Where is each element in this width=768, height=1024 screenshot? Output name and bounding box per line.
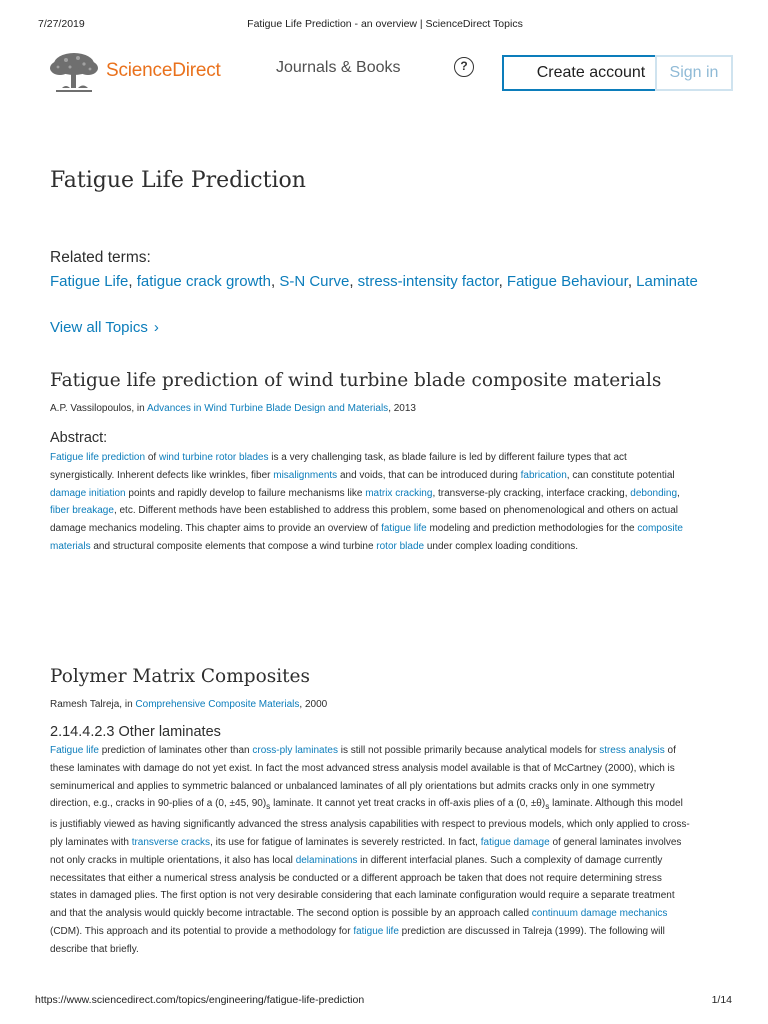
inline-term-link[interactable]: fatigue damage (480, 836, 550, 848)
text-run: under complex loading conditions. (424, 540, 579, 552)
text-run: in different interfacial planes. Such a complexity of damage currently necessitates that either a numerical stress analysis be conducted or a different approach be taken that does not require determining stress states in damaged plies. The first option is not very desirable considering that each laminate configuration would require a separate treatment and that the analysis would quickly become intractable. The second option is possible by an approach called (50, 854, 675, 920)
related-term-link[interactable]: stress-intensity factor (357, 273, 499, 290)
topic-section (50, 666, 690, 959)
inline-term-link[interactable]: misalignments (273, 469, 338, 481)
related-term-link[interactable]: fatigue crack growth (136, 273, 271, 290)
term-separator: , (270, 273, 280, 290)
text-run: points and rapidly develop to failure mechanisms like (125, 487, 366, 499)
section-byline (50, 403, 690, 414)
text-run: laminate. It cannot yet treat cracks in off-axis plies of a (0, ±θ) (270, 798, 546, 810)
term-separator: , (627, 273, 637, 290)
inline-term-link[interactable]: fiber breakage (50, 505, 114, 517)
inline-term-link[interactable]: Fatigue life (50, 745, 99, 756)
text-run: of these laminates with damage do not yet exist. In fact the most advanced stress analysis model available is that of McCartney (2000), which is seminumerical and applies to symmetric balanced or unbalanced laminates of all ply orientations but admits cracks only in one symmetry direction, e.g., cracks in 90-plies of a (0, ±45, 90) (50, 745, 676, 810)
text-run: , etc. Different methods have been established to address this problem, some based on phenomenological and others on actual damage mechanics modeling. This chapter aims to provide an overview of (50, 505, 678, 535)
text-run: and voids, that can be introduced during (337, 469, 521, 481)
inline-term-link[interactable]: cross-ply laminates (252, 745, 338, 756)
sciencedirect-logo[interactable] (48, 48, 238, 96)
section-title: Polymer Matrix Composites (50, 666, 311, 687)
inline-term-link[interactable]: composite materials (50, 523, 683, 552)
in-word: , in (119, 699, 136, 710)
inline-term-link[interactable]: rotor blade (376, 540, 425, 552)
text-run: prediction are discussed in Talreja (1999). The following will describe that briefly. (50, 925, 665, 955)
inline-term-link[interactable]: fatigue life (353, 925, 399, 937)
top-navigation (48, 48, 732, 98)
term-separator: , (128, 273, 137, 290)
author: Ramesh Talreja (50, 699, 120, 710)
text-run: prediction of laminates other than (98, 745, 253, 756)
view-all-topics-link[interactable] (50, 319, 159, 336)
page-url: https://www.sciencedirect.com/topics/engineering/fatigue-life-prediction (35, 994, 365, 1006)
inline-term-link[interactable]: matrix cracking (365, 487, 433, 499)
sign-in-button[interactable]: Sign in (655, 55, 733, 91)
print-footer (35, 994, 732, 1008)
text-run: , can constitute potential (566, 469, 675, 481)
text-run: modeling and prediction methodologies for the (426, 523, 638, 535)
print-page-title: Fatigue Life Prediction - an overview | ScienceDirect Topics (247, 18, 523, 30)
section-byline (50, 699, 690, 710)
text-run: of (145, 452, 159, 463)
text-run: , (677, 487, 680, 499)
year: , 2013 (388, 403, 416, 414)
subscript: s (545, 801, 550, 812)
section-subhead: 2.14.4.2.3 Other laminates (50, 724, 221, 740)
print-date: 7/27/2019 (38, 18, 85, 30)
inline-term-link[interactable]: damage initiation (50, 487, 126, 499)
text-run: , transverse-ply cracking, interface cracking, (432, 487, 631, 499)
inline-term-link[interactable]: fabrication (520, 469, 567, 481)
inline-term-link[interactable]: Fatigue life prediction (50, 452, 146, 463)
author: A.P. Vassilopoulos (50, 403, 132, 414)
inline-term-link[interactable]: stress analysis (599, 745, 665, 756)
text-run: is a very challenging task, as blade failure is led by different failure types that act synergistically. Inherent defects like wrinkles, fiber (50, 452, 627, 481)
section-body (50, 449, 690, 556)
section-body (50, 742, 690, 959)
page-number: 1/14 (711, 994, 732, 1006)
section-subhead: Abstract: (50, 430, 108, 446)
inline-term-link[interactable]: transverse cracks (131, 836, 211, 848)
create-account-button[interactable]: Create account (502, 55, 680, 91)
text-run: of general laminates involves not only cracks in multiple orientations, it also has local (50, 836, 682, 866)
subscript: s (266, 801, 271, 812)
elsevier-tree-icon (48, 50, 100, 94)
section-title: Fatigue life prediction of wind turbine blade composite materials (50, 370, 662, 391)
chevron-right-icon: › (153, 319, 159, 336)
brand-name: ScienceDirect (106, 60, 221, 81)
year: , 2000 (299, 699, 328, 710)
source-link[interactable]: Comprehensive Composite Materials (135, 699, 300, 710)
related-term-link[interactable]: Fatigue Behaviour (506, 273, 628, 290)
page-title: Fatigue Life Prediction (50, 168, 306, 193)
related-term-link[interactable]: Fatigue Life (50, 273, 129, 290)
view-all-topics-label: View all Topics (50, 319, 148, 336)
inline-term-link[interactable]: fatigue life (381, 523, 427, 535)
related-term-link[interactable]: S-N Curve (279, 273, 350, 290)
text-run: is still not possible primarily because analytical models for (337, 745, 600, 756)
text-run: and structural composite elements that compose a wind turbine (90, 540, 377, 552)
inline-term-link[interactable]: continuum damage mechanics (531, 908, 668, 920)
related-term-link[interactable]: Laminate (636, 273, 698, 290)
text-run: (CDM). This approach and its potential to provide a methodology for (50, 925, 354, 937)
text-run: , its use for fatigue of laminates is severely restricted. In fact, (210, 836, 481, 848)
inline-term-link[interactable]: debonding (630, 487, 678, 499)
help-icon[interactable]: ? (454, 57, 474, 77)
related-terms-list (50, 273, 732, 290)
related-terms-label: Related terms: (50, 249, 151, 266)
topic-section (50, 370, 690, 556)
text-run: laminate. Although this model is justifiably viewed as having significantly advanced the stress analysis capabilities with respect to previous models, which only applied to cross-ply laminates with (50, 798, 690, 848)
term-separator: , (498, 273, 507, 290)
term-separator: , (349, 273, 358, 290)
source-link[interactable]: Advances in Wind Turbine Blade Design and Materials (146, 403, 389, 414)
inline-term-link[interactable]: wind turbine rotor blades (158, 452, 269, 463)
in-word: , in (131, 403, 147, 414)
journals-books-link[interactable]: Journals & Books (276, 59, 401, 76)
print-header (38, 18, 732, 32)
inline-term-link[interactable]: delaminations (295, 854, 358, 866)
